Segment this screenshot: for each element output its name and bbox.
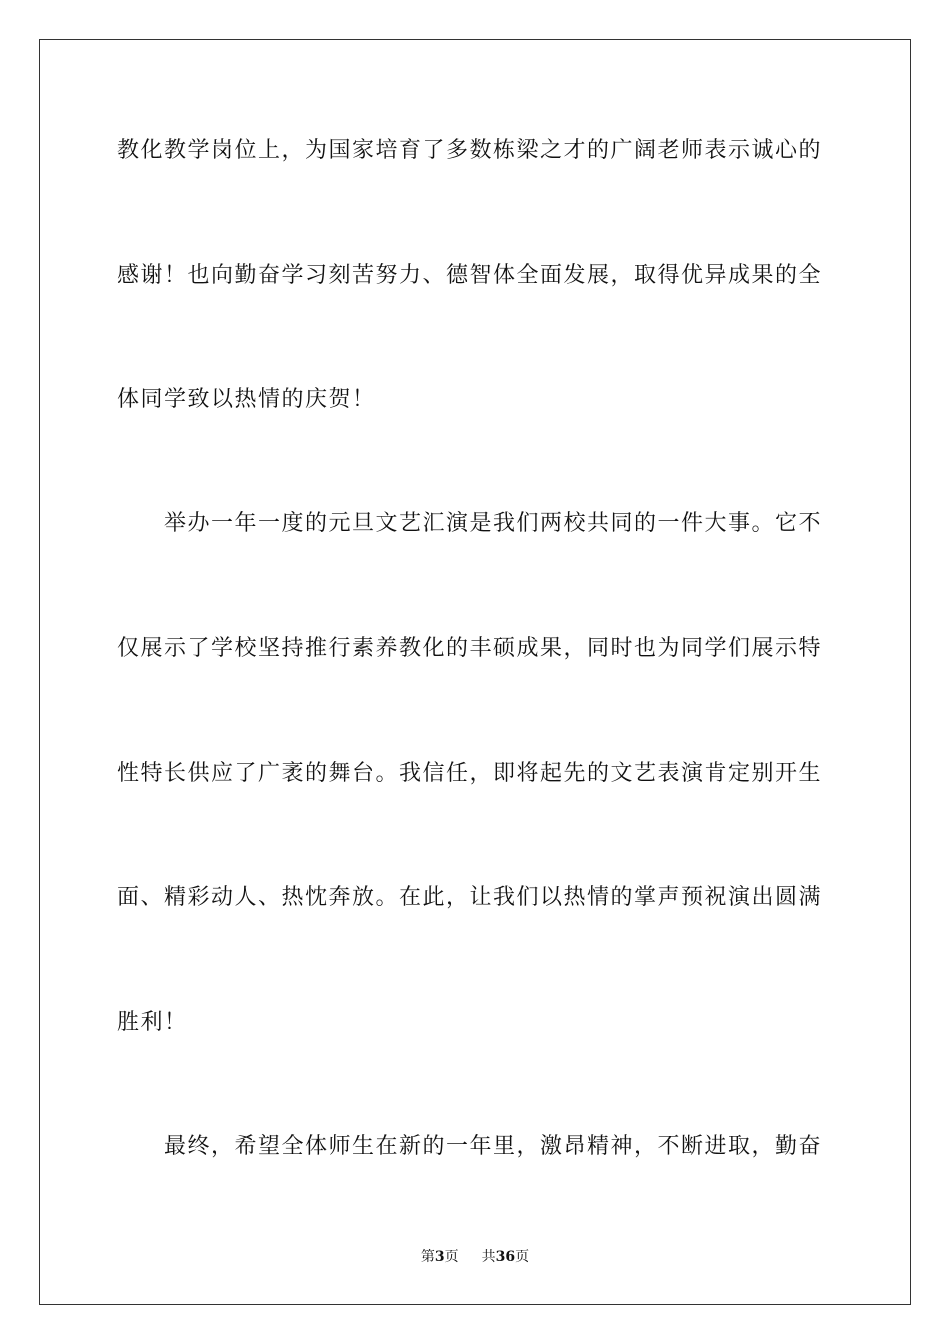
text-line-7: 面、精彩动人、热忱奔放。在此，让我们以热情的掌声预祝演出圆满 [117, 885, 823, 910]
text-line-9: 最终，希望全体师生在新的一年里，激昂精神，不断进取，勤奋 [164, 1134, 823, 1159]
page-border [39, 39, 911, 1305]
text-line-8: 胜利！ [117, 1010, 188, 1035]
text-line-6: 性特长供应了广袤的舞台。我信任，即将起先的文艺表演肯定别开生 [117, 761, 823, 786]
text-line-5: 仅展示了学校坚持推行素养教化的丰硕成果，同时也为同学们展示特 [117, 636, 823, 661]
page-footer [0, 1248, 950, 1266]
text-line-2: 感谢！也向勤奋学习刻苦努力、德智体全面发展，取得优异成果的全 [117, 263, 823, 288]
text-line-3: 体同学致以热情的庆贺！ [117, 387, 376, 412]
page-label-suffix: 页 [444, 1249, 459, 1265]
total-pages: 36 [495, 1249, 516, 1265]
text-line-1: 教化教学岗位上，为国家培育了多数栋梁之才的广阔老师表示诚心的 [117, 138, 823, 163]
page-label-prefix: 第 [420, 1249, 435, 1265]
text-line-4: 举办一年一度的元旦文艺汇演是我们两校共同的一件大事。它不 [164, 511, 823, 536]
total-label-suffix: 页 [515, 1249, 530, 1265]
total-label-prefix: 共 [481, 1249, 496, 1265]
page-number: 3 [434, 1249, 445, 1265]
